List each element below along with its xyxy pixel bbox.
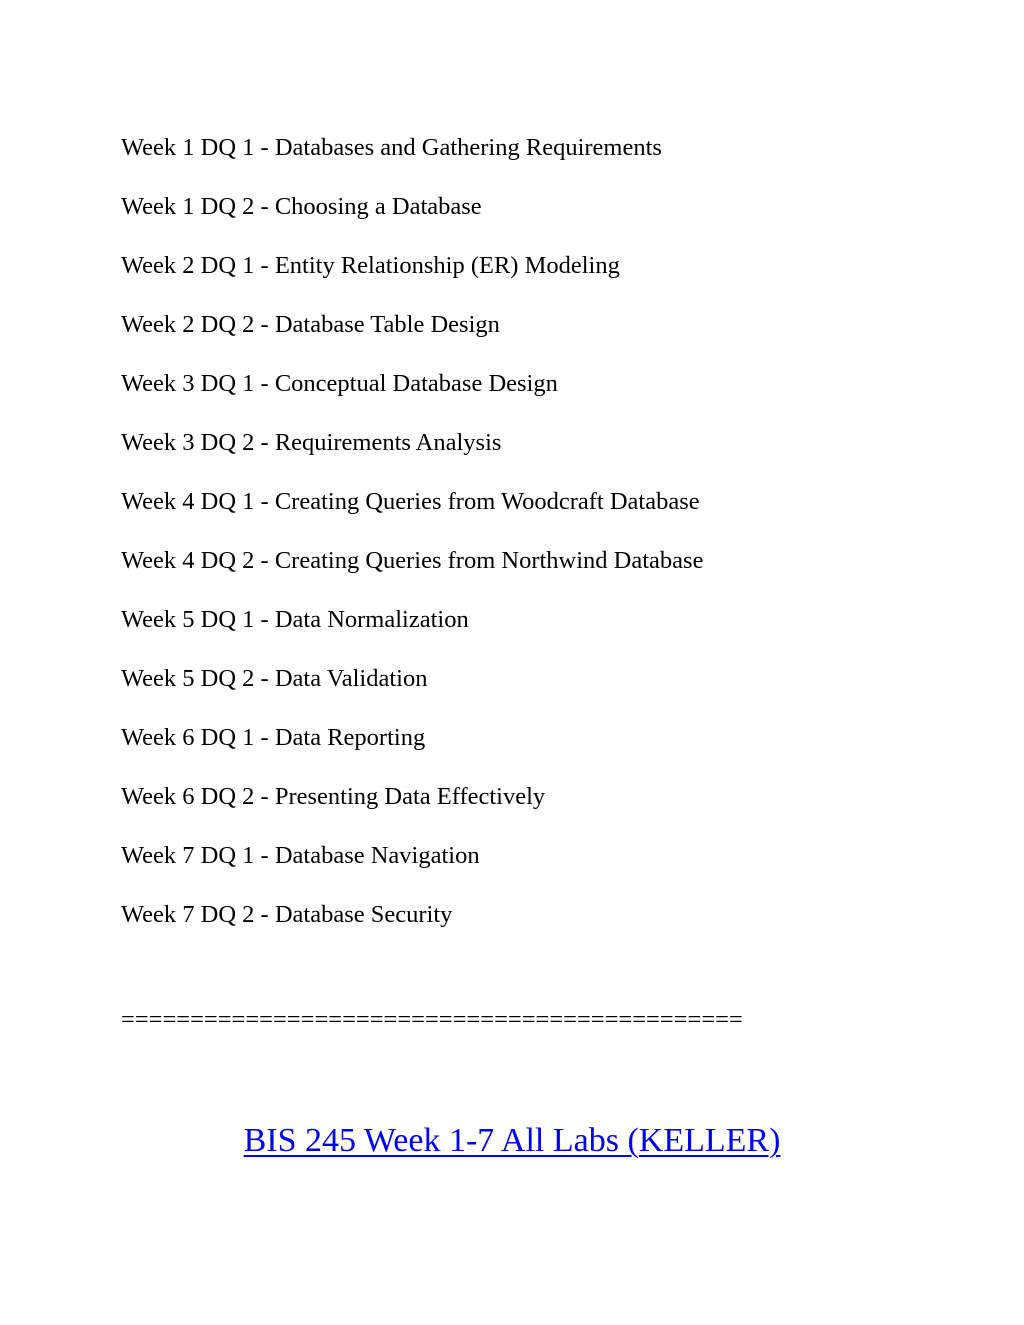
list-item: Week 7 DQ 2 - Database Security [121, 901, 453, 928]
list-item: Week 4 DQ 1 - Creating Queries from Woodcraft Database [121, 488, 700, 515]
list-item: Week 5 DQ 2 - Data Validation [121, 665, 428, 692]
list-item: Week 1 DQ 1 - Databases and Gathering Requirements [121, 134, 662, 161]
list-item: Week 6 DQ 1 - Data Reporting [121, 724, 426, 751]
list-item: Week 4 DQ 2 - Creating Queries from Northwind Database [121, 547, 704, 574]
labs-heading [0, 1113, 1024, 1169]
discussion-question-list [121, 118, 703, 944]
list-item: Week 7 DQ 1 - Database Navigation [121, 842, 480, 869]
list-item: Week 6 DQ 2 - Presenting Data Effectively [121, 783, 546, 810]
separator-line: ============================================= [121, 1006, 743, 1033]
list-item: Week 3 DQ 1 - Conceptual Database Design [121, 370, 558, 397]
list-item: Week 2 DQ 1 - Entity Relationship (ER) Modeling [121, 252, 620, 279]
list-item: Week 2 DQ 2 - Database Table Design [121, 311, 500, 338]
list-item: Week 5 DQ 1 - Data Normalization [121, 606, 469, 633]
list-item: Week 3 DQ 2 - Requirements Analysis [121, 429, 502, 456]
labs-link[interactable]: BIS 245 Week 1-7 All Labs (KELLER) [243, 1122, 781, 1159]
list-item: Week 1 DQ 2 - Choosing a Database [121, 193, 482, 220]
